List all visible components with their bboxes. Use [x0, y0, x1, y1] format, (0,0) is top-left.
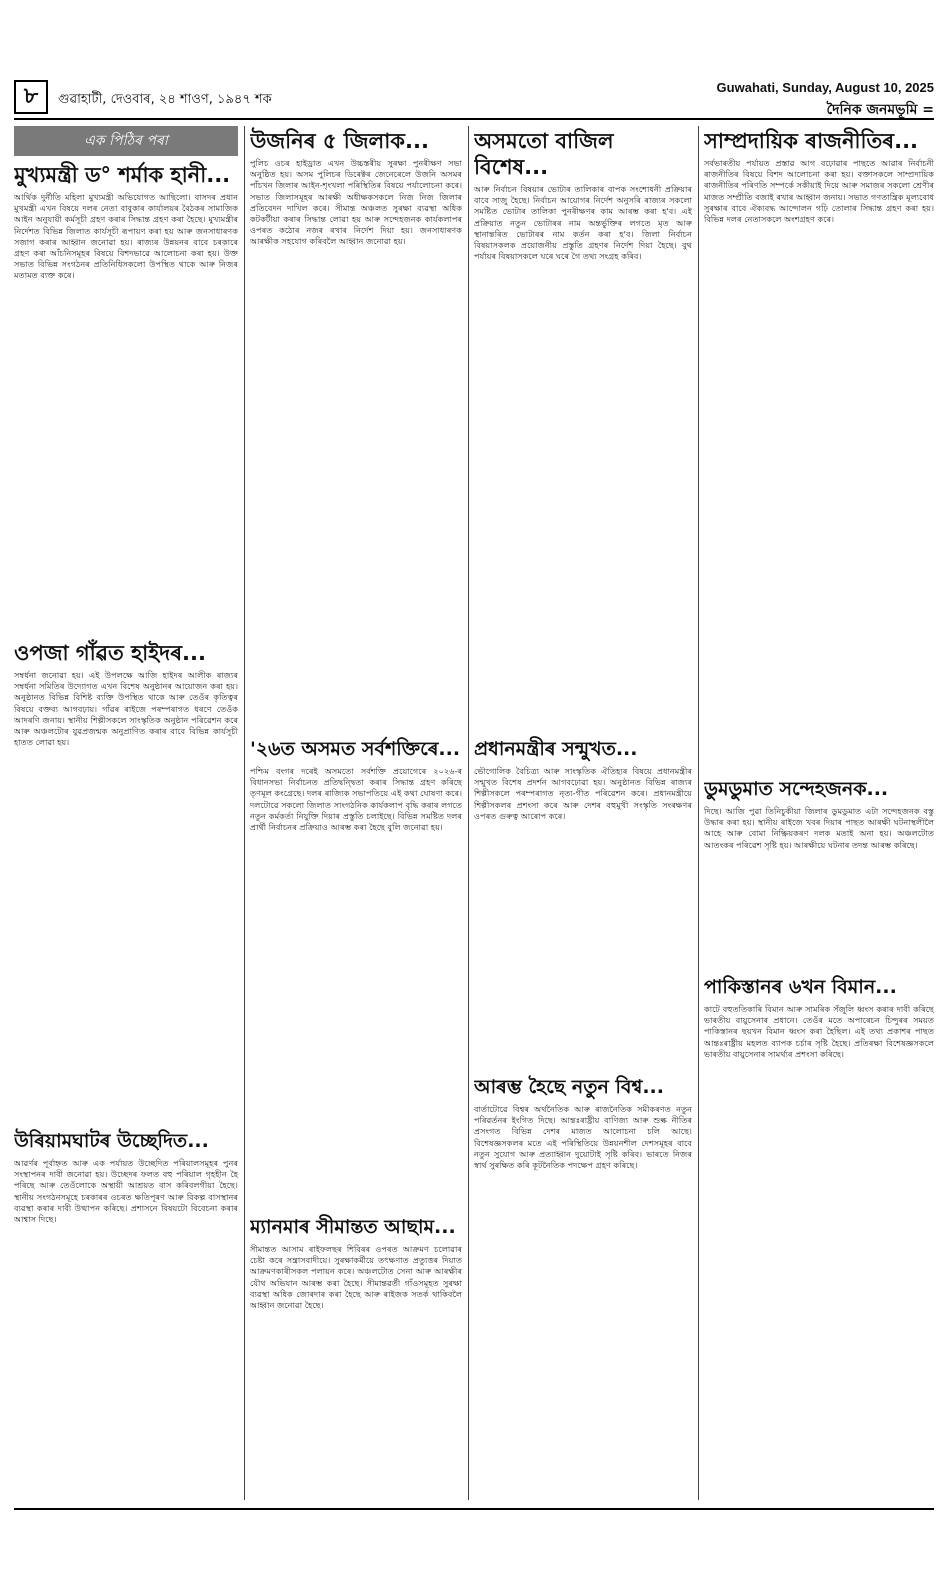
date-assamese: গুৱাহাটী, দেওবাৰ, ২৪ শাওণ, ১৯৪৭ শক	[58, 92, 272, 107]
article-headline: পাকিস্তানৰ ৬খন বিমান...	[704, 976, 897, 998]
article-haidar	[14, 638, 238, 1118]
article-headline: '২৬ত অসমত সৰ্বশক্তিৰে...	[250, 738, 461, 760]
article-headline: ডুমডুমাত সন্দেহজনক...	[704, 778, 889, 800]
article-body: সম্বৰ্ধনা জনোৱা হয়। এই উপলক্ষে আজি হাইদৰ আলীক ৰাজ্যৰ সম্বৰ্ধনা সমিতিৰ উদ্যোগত এখন বিশেষ অনুষ্ঠানৰ আয়োজন কৰা হয়। অনুষ্ঠানত বিভিন্ন বিশিষ্ট ব্যক্তি উপস্থিত থাকে আৰু তেওঁৰ কৃতিত্বৰ বিষয়ে বক্তব্য আগবঢ়ায়। গাঁৱৰ ৰাইজে পৰম্পৰাগত ধৰণে তেওঁক আদৰণি জনায়। স্থানীয় শিল্পীসকলে সাংস্কৃতিক অনুষ্ঠান পৰিৱেশন কৰে আৰু অঞ্চলটোৰ যুৱপ্ৰজন্মক অনুপ্ৰাণিত কৰাৰ বাবে বিভিন্ন কাৰ্যসূচী হাতত লোৱা হয়।	[14, 670, 238, 748]
column-divider	[698, 126, 699, 1500]
article-uriamghat	[14, 1126, 238, 1500]
article-new-world	[474, 1072, 692, 1500]
column-3	[474, 126, 692, 1500]
article-communal-politics	[704, 126, 934, 766]
article-body: আৱৰ্ণৰ পূৰ্বাহ্নত আৰু এক পৰ্যায়ত উচ্ছেদিত পৰিয়ালসমূহৰ পুনৰ সংস্থাপনৰ দাবী জনোৱা হয়। উচ্ছেদৰ ফলত বহু পৰিয়াল গৃহহীন হৈ পৰিছে আৰু তেওঁলোকে অস্থায়ী আশ্ৰয়ত বাস কৰিবলগীয়া হৈছে। স্থানীয় সংগঠনসমূহে চৰকাৰৰ ওচৰত ক্ষতিপূৰণ আৰু বিকল্প বাসস্থানৰ ব্যৱস্থা কৰাৰ দাবী উত্থাপন কৰিছে। প্ৰশাসনে বিষয়টো বিবেচনা কৰাৰ আশ্বাস দিছে।	[14, 1158, 238, 1225]
column-divider	[468, 126, 469, 1500]
article-body: ভৌগোলিক বৈচিত্ৰ্য আৰু সাংস্কৃতিক ঐতিহ্যৰ বিষয়ে প্ৰধানমন্ত্ৰীৰ সন্মুখত বিশেষ প্ৰদৰ্শন আগবঢ়োৱা হয়। অনুষ্ঠানত বিভিন্ন ৰাজ্যৰ শিল্পীসকলে পৰম্পৰাগত নৃত্য-গীত পৰিৱেশন কৰে। প্ৰধানমন্ত্ৰীয়ে শিল্পীসকলৰ প্ৰশংসা কৰে আৰু দেশৰ বহুমুখী সংস্কৃতি সংৰক্ষণৰ ওপৰত গুৰুত্ব আৰোপ কৰে।	[474, 766, 692, 821]
continued-banner: এক পিঠিৰ পৰা	[14, 126, 238, 156]
article-headline: সাম্প্ৰদায়িক ৰাজনীতিৰ...	[704, 129, 919, 153]
date-english: Guwahati, Sunday, August 10, 2025	[716, 80, 934, 95]
article-assam-special	[474, 126, 692, 726]
article-cm-sharma	[14, 160, 238, 630]
column-2	[250, 126, 462, 1500]
article-headline: ওপজা গাঁৱত হাইদৰ...	[14, 641, 206, 665]
article-headline: মুখ্যমন্ত্ৰী ড° শৰ্মাক হানী...	[14, 163, 231, 187]
article-body: কাটে বহুততিকাৰি বিমান আৰু সামৰিক সঁজুলি ধ্বংস কৰাৰ দাবী কৰিছে ভাৰতীয় বায়ুসেনাৰ প্ৰধানে। তেওঁৰ মতে অপাৰেচন চিন্দুৰৰ সময়ত পাকিস্তানৰ ছয়খন বিমান ধ্বংস কৰা হৈছিল। এই তথ্য প্ৰকাশৰ পাছত আন্তঃৰাষ্ট্ৰীয় মহলত ব্যাপক চৰ্চাৰ সৃষ্টি হৈছে। প্ৰতিৰক্ষা বিশেষজ্ঞসকলে ভাৰতীয় বায়ুসেনাৰ সামৰ্থ্যৰ প্ৰশংসা কৰিছে।	[704, 1004, 934, 1059]
article-body: আৰু নিৰ্বাচন বিষয়াৰ ভোটাৰ তালিকাৰ বাপক সংশোধনী প্ৰক্ৰিয়াৰ বাবে সাজু হৈছে। নিৰ্বাচন আয়োগৰ নিৰ্দেশ অনুসৰি ৰাজ্যৰ সকলো সমষ্টিত ভোটাৰ তালিকা পুনৰীক্ষণৰ কাম আৰম্ভ কৰা হ'ব। এই প্ৰক্ৰিয়াত নতুন ভোটাৰৰ নাম অন্তৰ্ভুক্তিৰ লগতে মৃত আৰু স্থানান্তৰিত ভোটাৰৰ নাম কৰ্তন কৰা হ'ব। জিলা নিৰ্বাচন বিষয়াসকলক প্ৰয়োজনীয় প্ৰস্তুতি গ্ৰহণৰ নিৰ্দেশ দিয়া হৈছে। বুথ পৰ্যায়ৰ বিষয়াসকলে ঘৰে ঘৰে গৈ তথ্য সংগ্ৰহ কৰিব।	[474, 184, 692, 262]
article-ujani-districts	[250, 126, 462, 726]
article-myanmar-border	[250, 1212, 462, 1500]
article-headline: উজনিৰ ৫ জিলাক...	[250, 129, 429, 153]
article-headline: প্ৰধানমন্ত্ৰীৰ সন্মুখত...	[474, 738, 638, 760]
article-headline: উৰিয়ামঘাটৰ উচ্ছেদিত...	[14, 1130, 209, 1152]
column-divider	[244, 126, 245, 1500]
article-headline: অসমতো বাজিল বিশেষ...	[474, 129, 614, 179]
article-pakistan-planes	[704, 972, 934, 1500]
masthead	[14, 80, 934, 120]
article-doomdooma	[704, 774, 934, 964]
article-body: পুলিচ ওচৰ হাইড্ৰাত এখন উচ্চস্তৰীয় সুৰক্ষা পুনৰীক্ষণ সভা অনুষ্ঠিত হয়। অসম পুলিচৰ ডিৰেক্টৰ জেনেৰেলে উজনি অসমৰ পাঁচখন জিলাৰ আইন-শৃংখলা পৰিস্থিতিৰ বিষয়ে পৰ্যালোচনা কৰে। সভাত জিলাসমূহৰ আৰক্ষী অধীক্ষকসকলে নিজ নিজ জিলাৰ প্ৰতিবেদন দাখিল কৰে। সীমান্ত অঞ্চলত সুৰক্ষা ব্যৱস্থা অধিক কটকটীয়া কৰাৰ সিদ্ধান্ত লোৱা হয় আৰু সন্দেহজনক কাৰ্যকলাপৰ ওপৰত কঠোৰ নজৰ ৰখাৰ নিৰ্দেশ দিয়া হয়। জনসাধাৰণক আৰক্ষীক সহযোগ কৰিবলৈ আহ্বান জনোৱা হয়।	[250, 158, 462, 247]
article-body: বাৰ্তাটোৱে বিশ্বৰ অৰ্থনৈতিক আৰু ৰাজনৈতিক সমীকৰণত নতুন পৰিৱৰ্তনৰ ইংগিত দিছে। আন্তঃৰাষ্ট্ৰীয় বাণিজ্য আৰু শুল্ক নীতিৰ প্ৰসংগত বিভিন্ন দেশৰ মাজত আলোচনা চলি আছে। বিশেষজ্ঞসকলৰ মতে এই পৰিস্থিতিয়ে উন্নয়নশীল দেশসমূহৰ বাবে নতুন সুযোগ আৰু প্ৰত্যাহ্বান দুয়োটাই সৃষ্টি কৰিব। ভাৰতে নিজৰ স্বাৰ্থ সুৰক্ষিত কৰি কূটনৈতিক পদক্ষেপ গ্ৰহণ কৰিছে।	[474, 1104, 692, 1171]
article-body: দিছে। আজি পুৱা তিনিচুকীয়া জিলাৰ ডুমডুমাত এটা সন্দেহজনক বস্তু উদ্ধাৰ কৰা হয়। স্থানীয় ৰাইজে খবৰ দিয়াৰ পাছত আৰক্ষী ঘটনাস্থলীলৈ আহে আৰু বোমা নিষ্ক্ৰিয়কৰণ দলক মতাই অনা হয়। অঞ্চলটোত আতংকৰ পৰিৱেশ সৃষ্টি হয়। আৰক্ষীয়ে ঘটনাৰ তদন্ত আৰম্ভ কৰিছে।	[704, 806, 934, 850]
paper-name: দৈনিক জনমভূমি =	[826, 102, 934, 118]
article-headline: ম্যানমাৰ সীমান্তত আছাম...	[250, 1216, 456, 1238]
article-body: আৰ্থিক দুৰ্নীতি মহিলা মুখ্যমন্ত্ৰী অভিযোগত আছিলো। বাসদৰ প্ৰধান মুখমন্ত্ৰী এখন বিষয়ে দলৰ নেতা বাবুকাৰ কাৰ্যালয়ৰ বৈঠকৰ সামাজিক আইন অনুযায়ী কৰ্মসূচী গ্ৰহণ কৰাৰ সিদ্ধান্ত গ্ৰহণ কৰা হৈছে। মুখ্যমন্ত্ৰীৰ নিৰ্দেশত বিভিন্ন জিলাত কাৰ্যসূচী ৰূপায়ণ কৰা হয় আৰু জনসাধাৰণক সজাগ কৰাৰ আহ্বান জনোৱা হয়। ৰাজ্যৰ উন্নয়নৰ বাবে চৰকাৰে গ্ৰহণ কৰা আঁচনিসমূহৰ বিষয়ে বিশদভাৱে আলোচনা কৰা হয়। উক্ত সভাত বিভিন্ন সংগঠনৰ প্ৰতিনিধিসকলো উপস্থিত থাকে আৰু নিজৰ মতামত ব্যক্ত কৰে।	[14, 192, 238, 281]
article-body: পশ্চিম বংগৰ দৰেই অসমতো সৰ্বশক্তি প্ৰয়োগেৰে ২০২৬-ৰ বিধানসভা নিৰ্বাচনত প্ৰতিদ্বন্দ্বিতা কৰাৰ সিদ্ধান্ত গ্ৰহণ কৰিছে তৃণমূল কংগ্ৰেছে। দলৰ ৰাজ্যিক সভাপতিয়ে এই কথা ঘোষণা কৰে। দলটোৱে সকলো জিলাত সাংগঠনিক কাৰ্যকলাপ বৃদ্ধি কৰাৰ লগতে নতুন কৰ্মকৰ্তা নিযুক্তি দিয়াৰ প্ৰস্তুতি চলাইছে। বিভিন্ন সমষ্টিত দলৰ প্ৰাৰ্থী নিৰ্বাচনৰ প্ৰক্ৰিয়াও আৰম্ভ কৰা হৈছে বুলি জনোৱা হয়।	[250, 766, 462, 833]
article-prime-minister	[474, 734, 692, 1064]
article-headline: আৰম্ভ হৈছে নতুন বিশ্ব...	[474, 1076, 664, 1098]
column-4	[704, 126, 934, 1500]
article-body: সৰ্বভাৰতীয় পৰ্যায়ত প্ৰস্তাৱ আগ বঢ়োৱাৰ পাছতে আৱাৰ নিৰ্বাচনী ৰাজনীতিৰ বিষয়ে বিশদ আলোচনা কৰা হয়। বক্তাসকলে সাম্প্ৰদায়িক ৰাজনীতিৰ পৰিণতি সম্পৰ্কে সকীয়াই দিয়ে আৰু সমাজৰ সকলো শ্ৰেণীৰ মাজত সম্প্ৰীতি বজাই ৰখাৰ আহ্বান জনায়। সভাত গণতান্ত্ৰিক মূল্যবোধ সুৰক্ষাৰ বাবে ঐক্যবদ্ধ আন্দোলন গঢ়ি তোলাৰ সিদ্ধান্ত গ্ৰহণ কৰা হয়। বিভিন্ন দলৰ নেতাসকলে অংশগ্ৰহণ কৰে।	[704, 158, 934, 225]
column-1	[14, 126, 238, 1500]
article-body: সীমান্তত আসাম ৰাইফলছৰ শিবিৰৰ ওপৰত আক্ৰমণ চলোৱাৰ চেষ্টা কৰে সন্ত্ৰাসবাদীয়ে। সুৰক্ষাকৰ্মীয়ে তৎক্ষণাত প্ৰত্যুত্তৰ দিয়াত আক্ৰমণকাৰীসকল পলায়ন কৰে। অঞ্চলটোত সেনা আৰু আৰক্ষীৰ যৌথ অভিযান আৰম্ভ কৰা হৈছে। সীমান্তৱৰ্তী গাঁওসমূহত সুৰক্ষা ব্যৱস্থা অধিক জোৰদাৰ কৰা হৈছে আৰু ৰাইজক সতৰ্ক থাকিবলৈ আহ্বান জনোৱা হৈছে।	[250, 1244, 462, 1311]
article-2026-assam	[250, 734, 462, 1204]
bottom-rule	[14, 1508, 934, 1510]
page-number: ৮	[14, 80, 48, 114]
